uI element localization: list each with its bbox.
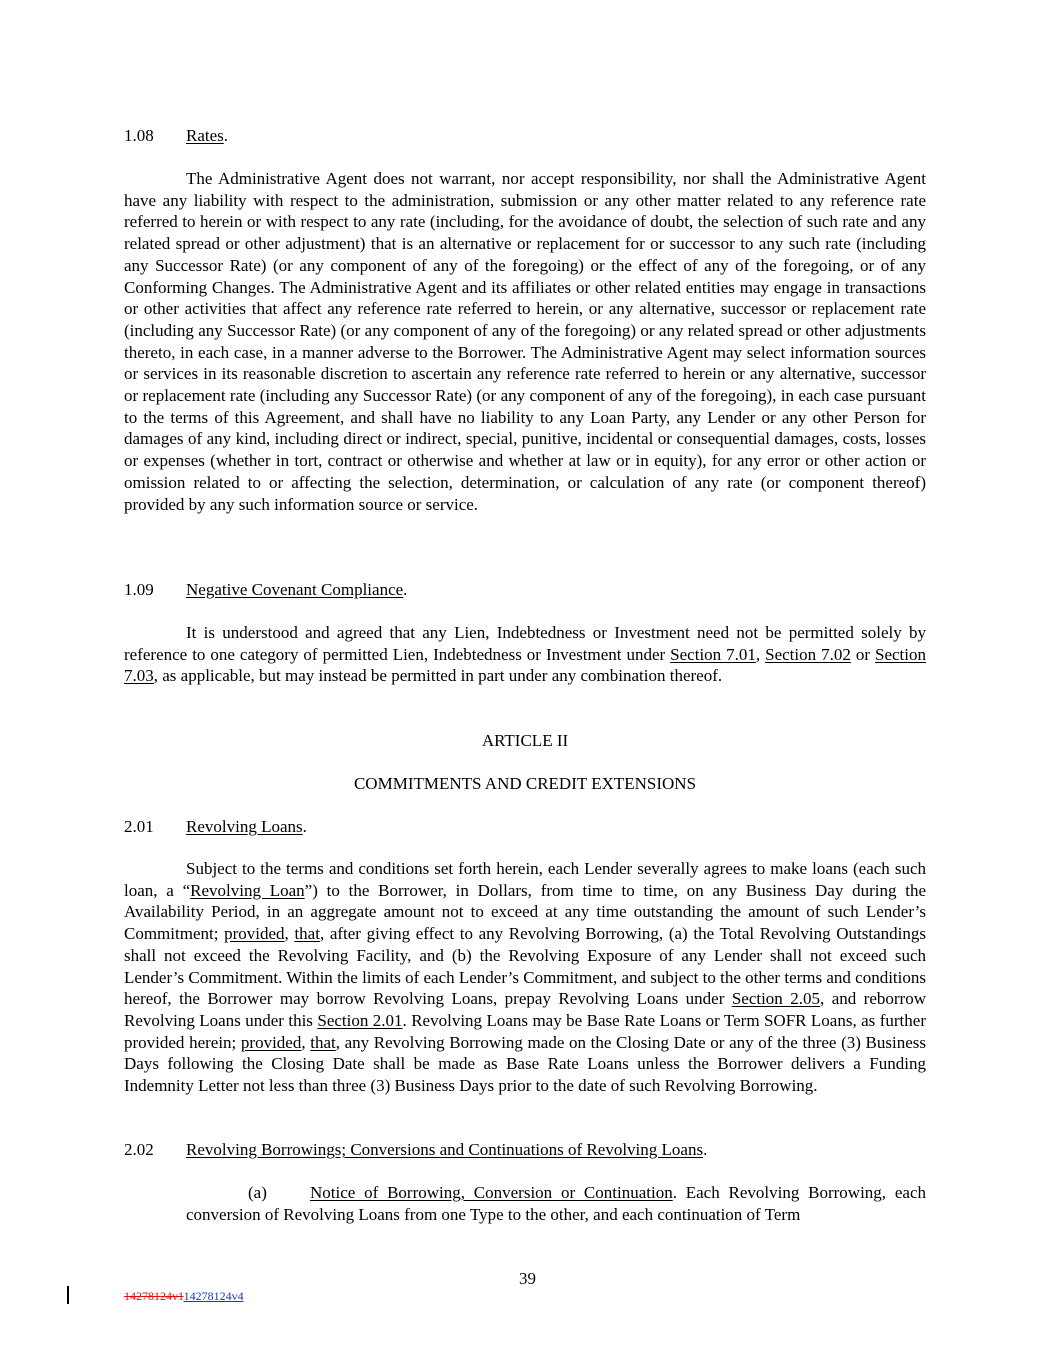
document-id-new: 14278124v4 [183, 1289, 244, 1303]
section-number: 1.09 [124, 580, 154, 599]
section-ref-2-01: Section 2.01 [317, 1010, 403, 1030]
provided-term: provided [224, 924, 285, 944]
document-id [124, 1289, 244, 1303]
that-term: that [294, 924, 320, 944]
section-1-09-heading: 1.09 Negative Covenant Compliance. [124, 580, 408, 599]
section-title: Rates [186, 126, 224, 145]
section-2-02-a-paragraph: (a) Notice of Borrowing, Conversion or Continuation. Each Revolving Borrowing, each conversion of Revolving Loans from one Type to the other, and each continuation of Term [186, 1183, 926, 1224]
section-1-09-paragraph: It is understood and agreed that any Lien, Indebtedness or Investment need not be permitted solely by reference to one category of permitted Lien, Indebtedness or Investment under Section 7.01, Section 7.02 or Section 7.03, as applicable, but may instead be permitted in part under any combination thereof. [124, 623, 926, 686]
section-number: 2.02 [124, 1140, 154, 1159]
section-title: Negative Covenant Compliance [186, 580, 404, 599]
subsection-label: (a) [248, 1183, 267, 1202]
that-term: that [310, 1032, 336, 1052]
document-id-old: 14278124v1 [124, 1289, 184, 1303]
section-title: Revolving Loans [186, 817, 303, 836]
section-2-01-paragraph: Subject to the terms and conditions set forth herein, each Lender severally agrees to make loans (each such loan, a “Revolving Loan”) to the Borrower, in Dollars, from time to time, on any Business Day during the Availability Period, in an aggregate amount not to exceed at any time outstanding the amount of such Lender’s Commitment; provided, that, after giving effect to any Revolving Borrowing, (a) the Total Revolving Outstandings shall not exceed the Revolving Facility, and (b) the Revolving Exposure of any Lender shall not exceed such Lender’s Commitment. Within the limits of each Lender’s Commitment, and subject to the other terms and conditions hereof, the Borrower may borrow Revolving Loans, prepay Revolving Loans under Section 2.05, and reborrow Revolving Loans under this Section 2.01. Revolving Loans may be Base Rate Loans or Term SOFR Loans, as further provided herein; provided, that, any Revolving Borrowing made on the Closing Date or any of the three (3) Business Days following the Closing Date shall be made as Base Rate Loans unless the Borrower delivers a Funding Indemnity Letter not less than three (3) Business Days prior to the date of such Revolving Borrowing. [124, 859, 927, 1096]
change-bar [67, 1286, 69, 1304]
article-title: COMMITMENTS AND CREDIT EXTENSIONS [353, 774, 697, 793]
section-2-02-heading: 2.02 Revolving Borrowings; Conversions and Continuations of Revolving Loans. [124, 1140, 708, 1159]
section-title: Revolving Borrowings; Conversions and Continuations of Revolving Loans [186, 1140, 704, 1159]
section-1-08-heading: 1.08 Rates. [124, 126, 229, 145]
section-ref-7-02: Section 7.02 [765, 644, 851, 664]
provided-term: provided [240, 1032, 302, 1052]
section-ref-2-05: Section 2.05 [731, 989, 820, 1009]
subsection-title: Notice of Borrowing, Conversion or Continuation [310, 1183, 673, 1202]
section-number: 2.01 [124, 817, 154, 836]
section-number: 1.08 [124, 126, 154, 145]
section-1-08-paragraph: The Administrative Agent does not warrant, nor accept responsibility, nor shall the Administrative Agent have any liability with respect to the administration, submission or any other matter related to any reference rate referred to herein or with respect to any rate (including, for the avoidance of doubt, the selection of such rate and any related spread or other adjustment) that is an alternative or replacement for or successor to any such rate (including any Successor Rate) (or any component of any of the foregoing) or the effect of any of the foregoing, or of any Conforming Changes. The Administrative Agent and its affiliates or other related entities may engage in transactions or other activities that affect any reference rate referred to herein, or any alternative, successor or replacement rate (including any Successor Rate) (or any component of any of the foregoing) or any related spread or other adjustments thereto, in each case, in a manner adverse to the Borrower. The Administrative Agent may select information sources or services in its reasonable discretion to ascertain any reference rate referred to herein or any alternative, successor or replacement rate (including any Successor Rate) (or any component of any of the foregoing), in each case pursuant to the terms of this Agreement, and shall have no liability to any Loan Party, any Lender or any other Person for damages of any kind, including direct or indirect, special, punitive, incidental or consequential damages, costs, losses or expenses (whether in tort, contract or otherwise and whether at law or in equity), for any error or other action or omission related to or affecting the selection, determination, or calculation of any rate (or component thereof) provided by any such information source or service. [124, 169, 926, 514]
section-ref-7-01: Section 7.01 [670, 644, 756, 664]
section-ref-7-03: Section 7.03 [124, 644, 926, 686]
section-2-01-heading: 2.01 Revolving Loans. [124, 817, 307, 836]
page-number: 39 [519, 1269, 536, 1288]
article-label: ARTICLE II [481, 731, 569, 750]
defined-term-revolving-loan: Revolving Loan [190, 880, 305, 900]
